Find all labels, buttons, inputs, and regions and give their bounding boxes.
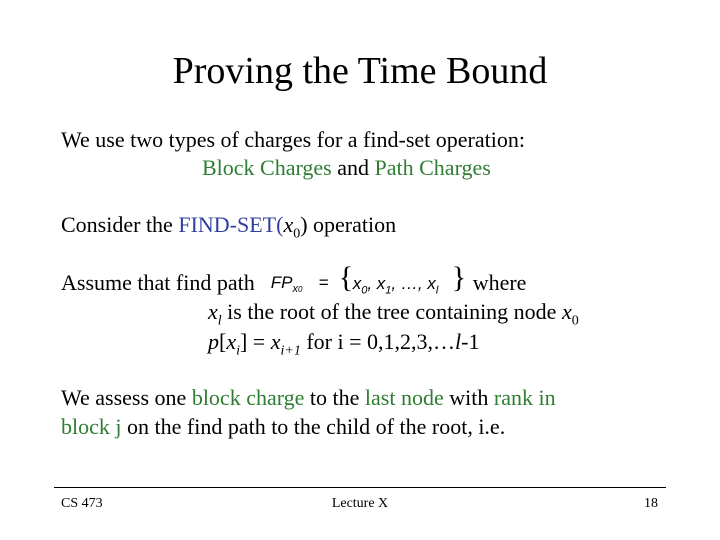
assess-p1: We assess one <box>61 385 187 410</box>
set-x0: x <box>352 274 362 293</box>
set-subl: l <box>435 284 439 297</box>
cond2-text: for i = 0,1,2,3,… <box>300 329 455 354</box>
assess-p2: to the <box>309 385 360 410</box>
set-sub0: 0 <box>361 284 368 297</box>
where-text: where <box>472 270 527 295</box>
cond2-minus1: -1 <box>461 329 480 354</box>
set-rest: , …, x <box>391 274 436 293</box>
assess-p3: with <box>449 385 489 410</box>
cond2-p: p <box>208 329 219 354</box>
assume-prefix: Assume that find path <box>61 270 255 295</box>
cond2-open: [ <box>219 329 227 354</box>
cond2-close: ] = <box>239 329 271 354</box>
formula-equals: = <box>318 273 329 292</box>
consider-prefix: Consider the <box>61 212 173 237</box>
find-set-label: FIND-SET( <box>178 212 284 237</box>
cond2-x2: x <box>270 329 281 354</box>
path-charges-label: Path Charges <box>374 155 491 180</box>
cond2-sub-i1: i+1 <box>280 343 301 359</box>
intro-line <box>61 126 525 154</box>
condition-parent-line <box>208 328 480 359</box>
cond1-sub-l: l <box>217 313 222 329</box>
set-x1: , x <box>367 274 386 293</box>
cond1-sub0: 0 <box>571 313 579 329</box>
formula-left-brace: { <box>338 261 354 294</box>
condition-root-line <box>208 298 579 329</box>
cond1-text: is the root of the tree containing node <box>221 299 562 324</box>
assess-line-2 <box>61 413 505 441</box>
set-sub1: 1 <box>385 284 392 297</box>
footer-divider <box>54 487 666 488</box>
block-j-term: block j <box>61 414 122 439</box>
intro-text: We use two types of charges for a find-set operation: <box>61 127 525 152</box>
fp-sub-0: 0 <box>297 285 303 295</box>
cond2-sub-i: i <box>236 343 240 359</box>
consider-line <box>61 211 397 242</box>
footer-course: CS 473 <box>61 496 103 511</box>
cond1-x: x <box>208 299 218 324</box>
slide-title: Proving the Time Bound <box>172 50 548 92</box>
assess-p4: on the find path to the child of the root, i.e. <box>127 414 506 439</box>
fp-symbol: FP <box>270 273 293 292</box>
cond2-x: x <box>226 329 237 354</box>
consider-x: x <box>283 212 294 237</box>
rank-in-term: rank in <box>493 385 556 410</box>
formula-set <box>353 270 439 298</box>
last-node-term: last node <box>364 385 444 410</box>
fp-sub-x: x <box>292 283 298 296</box>
block-charges-label: Block Charges <box>202 155 332 180</box>
and-text: and <box>337 155 370 180</box>
block-charge-term: block charge <box>191 385 305 410</box>
footer-lecture: Lecture X <box>331 496 389 511</box>
charges-line <box>202 154 491 182</box>
consider-suffix: ) operation <box>300 212 397 237</box>
cond1-x0: x <box>561 299 572 324</box>
assume-line <box>61 261 527 297</box>
footer-page-number: 18 <box>644 496 658 511</box>
consider-sub0: 0 <box>293 226 301 242</box>
assess-line-1 <box>61 384 556 412</box>
cond2-l: l <box>455 329 462 354</box>
find-path-formula <box>259 261 469 297</box>
formula-right-brace: } <box>451 261 467 294</box>
